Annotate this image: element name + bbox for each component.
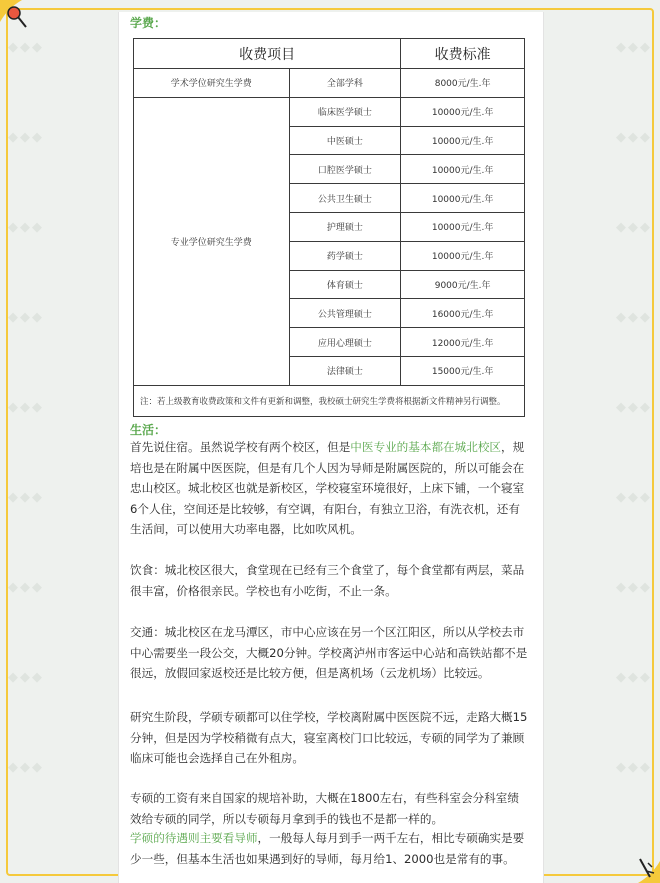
header-standard: 收费标准 xyxy=(401,39,525,69)
fee-cell: 16000元/生.年 xyxy=(401,299,525,328)
subject-cell: 口腔医学硕士 xyxy=(289,155,401,184)
subject-cell: 公共卫生硕士 xyxy=(289,184,401,213)
subject-cell: 中医硕士 xyxy=(289,126,401,155)
paragraph-academic-pay xyxy=(130,828,530,869)
fee-cell: 10000元/生.年 xyxy=(401,126,525,155)
fee-cell: 10000元/生.年 xyxy=(401,184,525,213)
fees-table xyxy=(133,38,525,417)
academic-subject: 全部学科 xyxy=(289,69,401,98)
fee-cell: 10000元/生.年 xyxy=(401,241,525,270)
highlight-text: 中医专业的基本都在城北校区 xyxy=(350,440,502,454)
fee-cell: 15000元/生.年 xyxy=(401,356,525,385)
paragraph-accommodation xyxy=(130,437,530,540)
table-row xyxy=(134,97,525,126)
highlight-text: 学硕的待遇则主要看导师 xyxy=(130,831,258,845)
subject-cell: 护理硕士 xyxy=(289,212,401,241)
paragraph-text: ，规培也是在附属中医医院，但是有几个人因为导师是附属医院的，所以可能会在忠山校区。城北校区也就是新校区，学校寝室环境很好，上床下铺，一个寝室6个人住，空间还是比较够，有空调，有阳台，有独立卫浴，有洗衣机，还有生活间，可以使用大功率电器，比如吹风机。 xyxy=(130,440,525,536)
table-row xyxy=(134,69,525,98)
table-note-row xyxy=(134,385,525,416)
subject-cell: 法律硕士 xyxy=(289,356,401,385)
paragraph-salary: 专硕的工资有来自国家的规培补助，大概在1800左右，有些科室会分科室绩效给专硕的同学，所以专硕每月拿到手的钱也不是都一样的。 xyxy=(130,791,519,826)
header-item: 收费项目 xyxy=(134,39,401,69)
subject-cell: 应用心理硕士 xyxy=(289,328,401,357)
fees-title: 学费： xyxy=(130,16,167,30)
subject-cell: 公共管理硕士 xyxy=(289,299,401,328)
table-header-row xyxy=(134,39,525,69)
fee-cell: 10000元/生.年 xyxy=(401,212,525,241)
paragraph-food: 饮食：城北校区很大，食堂现在已经有三个食堂了，每个食堂都有两层，菜品很丰富，价格很亲民。学校也有小吃街，不止一条。 xyxy=(130,563,525,598)
sparkle-icon xyxy=(626,849,660,883)
table-note: 注：若上级教育收费政策和文件有更新和调整，我校硕士研究生学费将根据新文件精神另行调整。 xyxy=(134,385,525,416)
fee-cell: 9000元/生.年 xyxy=(401,270,525,299)
fee-cell: 10000元/生.年 xyxy=(401,155,525,184)
paragraph-text: 首先说住宿。虽然说学校有两个校区，但是 xyxy=(130,440,351,454)
subject-cell: 体育硕士 xyxy=(289,270,401,299)
professional-label: 专业学位研究生学费 xyxy=(134,97,290,385)
fee-cell: 12000元/生.年 xyxy=(401,328,525,357)
subject-cell: 药学硕士 xyxy=(289,241,401,270)
pin-icon xyxy=(0,0,34,34)
paragraph-housing: 研究生阶段，学硕专硕都可以住学校，学校离附属中医医院不远，走路大概15分钟，但是因为学校稍微有点大，寝室离校门口比较远，专硕的同学为了兼顾临床可能也会选择自己在外租房。 xyxy=(130,710,528,765)
life-title: 生活： xyxy=(130,423,167,437)
paragraph-text: ，一般每人每月到手一两千左右，相比专硕确实是要少一些，但基本生活也如果遇到好的导师，每月给1、2000也是常有的事。 xyxy=(130,831,525,866)
academic-label: 学术学位研究生学费 xyxy=(134,69,290,98)
subject-cell: 临床医学硕士 xyxy=(289,97,401,126)
paragraph-transport: 交通：城北校区在龙马潭区，市中心应该在另一个区江阳区，所以从学校去市中心需要坐一段公交，大概20分钟。学校离泸州市客运中心站和高铁站都不是很远，放假回家返校还是比较方便，但是离机场（云龙机场）比较远。 xyxy=(130,625,528,680)
academic-fee: 8000元/生.年 xyxy=(401,69,525,98)
fee-cell: 10000元/生.年 xyxy=(401,97,525,126)
